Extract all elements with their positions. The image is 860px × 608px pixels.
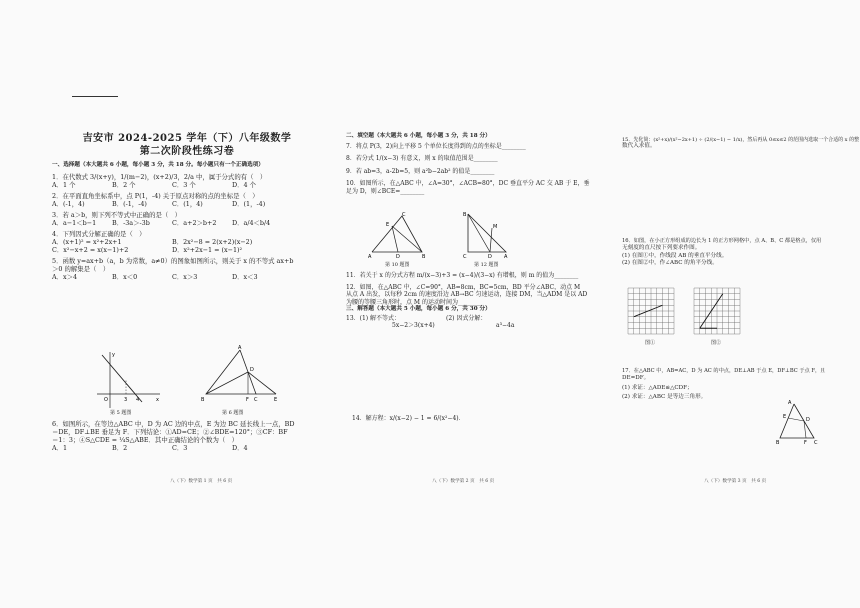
page-1 — [52, 133, 322, 281]
page-3-footer: 八（下）数学第 3 页 共 6 页 — [704, 479, 767, 484]
figure-5-caption: 第 5 题图 — [110, 410, 132, 416]
fig6-b: B — [201, 397, 205, 403]
question-13-eqs: 5x−2＞3(x+4) a³−4a — [392, 322, 515, 330]
exam-title: 吉安市 2024-2025 学年（下）八年级数学 — [82, 133, 292, 144]
page-3 — [622, 137, 860, 150]
fig6-c: C — [254, 397, 258, 403]
question-4-options-ab: A．(x+1)² = x²+2x+1 B．2x²−8 = 2(x+2)(x−2) — [52, 237, 253, 246]
question-10-cont: 足为 D，则∠BCE=________ — [346, 187, 425, 195]
fig5-tick-4: 4 — [136, 397, 140, 403]
page-1-footer: 八（下）数学第 1 页 共 6 页 — [170, 479, 233, 484]
fig6-f: F — [246, 397, 249, 403]
question-14: 14．解方程：x/(x−2) − 1 = 6/(x²−4)． — [352, 415, 465, 422]
fig17-e: E — [783, 414, 787, 420]
exam-subtitle: 第二次阶段性练习卷 — [139, 145, 235, 157]
figure-17-triangle — [776, 400, 822, 446]
question-5: 5．函数 y=ax+b（a，b 为常数，a≠0）的图象如图所示，则关于 x 的不等式 ax+b — [52, 256, 294, 265]
fig10-d: D — [396, 254, 400, 260]
question-8: 8．若分式 1/(x−3) 有意义，则 x 的取值范围是________ — [346, 155, 498, 163]
figure-6-caption: 第 6 题图 — [222, 410, 244, 416]
fig5-tick-3: 3 — [124, 397, 128, 403]
question-15-cont: 数代入求值。 — [622, 143, 656, 150]
fig17-f: F — [804, 440, 807, 446]
page-2-lower — [346, 272, 586, 330]
grid-figure-2 — [694, 288, 740, 334]
fig6-e: E — [274, 397, 278, 403]
fig10-a: A — [368, 254, 372, 260]
question-10: 10．如图所示，在△ABC 中，∠A=30°，∠ACB=80°，DC 垂直平分 AC 交 AB 于 E，垂 — [346, 180, 590, 188]
fig5-origin: O — [104, 397, 108, 403]
page-2-footer: 八（下）数学第 2 页 共 6 页 — [432, 479, 495, 484]
question-3-options: A．a−1＜b−1 B．-3a＞-3b C．a+2＞b+2 D．a/4＜b/4 — [52, 218, 271, 227]
question-12-cont1: 从点 A 出发，以每秒 2cm 的速度沿边 AB→BC 匀速运动，连接 DM，当△ADM 是以 AD — [346, 291, 588, 298]
fig5-x-label: x — [156, 397, 159, 403]
question-16-part2: (2) 在图②中，作∠ABC 的角平分线。 — [622, 260, 718, 267]
question-1: 1．在代数式 3/(x+y)，1/(m−2)，(x+2)/3，2/a 中，属于分式的有（ ） — [52, 172, 267, 181]
question-17-part2: (2) 求证：△ABC 是等边三角形。 — [622, 394, 707, 401]
fig6-d: D — [250, 367, 254, 373]
question-6: 6．如图所示，在等边△ABC 中，D 为 AC 边的中点，E 为边 BC 延长线上一点，BD — [52, 420, 295, 428]
fig10-b: B — [422, 254, 426, 260]
page-1-q6 — [52, 420, 322, 452]
fig12-b: B — [463, 212, 467, 218]
grid-figure-1 — [628, 288, 674, 334]
question-3: 3．若 a＞b，则下列不等式中正确的是（ ） — [52, 210, 182, 219]
question-5-cont: ＞0 的解集是（ ） — [52, 264, 110, 273]
question-11: 11．若关于 x 的分式方程 m/(x−3)+3 = (x−4)/(3−x) 有增根，则 m 的值为________ — [346, 272, 579, 279]
fig12-c: C — [463, 254, 467, 260]
figure-6-triangle — [200, 345, 280, 408]
section-choice: 一、选择题（本大题共 6 小题，每小题 3 分，共 18 分。每小题只有一个正确选项） — [52, 162, 264, 168]
fig17-c: C — [814, 440, 818, 446]
fig10-e: E — [386, 222, 390, 228]
question-13: 13．(1) 解不等式： (2) 因式分解： — [346, 314, 487, 322]
question-16-part1: (1) 在图①中，作线段 AB 的垂直平分线。 — [622, 253, 728, 260]
figure-5-graph — [92, 350, 162, 410]
figure-12-triangle — [462, 210, 512, 258]
fig6-a: A — [238, 345, 242, 351]
question-16-cont: 无刻度的直尺按下列要求作图。 — [622, 244, 701, 251]
question-6-cont2: ＝1：3；④S△CDE = ¼S△ABE．其中正确结论的个数为（ ） — [52, 436, 239, 444]
question-2-options: A．(-1，4) B．(-1，-4) C．(1，4) D．(1，-4) — [52, 199, 266, 208]
question-7: 7．将点 P(3，2)向上平移 5 个单位长度得到的点的坐标是________ — [346, 142, 526, 150]
question-9: 9．若 ab=3，a-2b=5，则 a²b−2ab² 的值是________ — [346, 167, 495, 175]
question-2: 2．在平面直角坐标系中，点 P(1，-4) 关于原点对称的点的坐标是（ ） — [52, 191, 259, 200]
fig10-c: C — [402, 212, 406, 218]
question-4-options-cd: C．x²−x+2 = x(x−1)+2 D．x²+2x−1 = (x−1)² — [52, 245, 243, 254]
section-answer: 三、解答题（本大题共 5 小题，每小题 6 分，共 30 分） — [346, 306, 491, 312]
fig12-d: D — [488, 254, 492, 260]
question-17-cont: DE=DF。 — [622, 374, 650, 381]
page-3-q17 — [622, 368, 837, 401]
question-6-cont1: ＝DE，DF⊥BE 垂足为 F．下列结论：①AD=CE；②∠BDE=120°；③CF：BF — [52, 428, 288, 436]
figure-12-caption: 第 12 题图 — [474, 262, 499, 268]
page-2 — [346, 133, 590, 195]
question-4: 4．下列因式分解正确的是（ ） — [52, 229, 146, 238]
question-5-options: A．x＞4 B．x＜0 C．x＞3 D．x＜3 — [52, 272, 258, 281]
fig12-m: M — [493, 224, 498, 230]
question-17-part1: (1) 求证：△ADE≌△CDF； — [622, 385, 693, 392]
grid-figure-1-caption: 图① — [645, 340, 656, 346]
top-mark — [72, 96, 118, 97]
question-17: 17．在△ABC 中，AB=AC，D 为 AC 的中点，DE⊥AB 于点 E，DF⊥BC 于点 F，且 — [622, 368, 826, 374]
fig17-a: A — [788, 400, 792, 406]
fig17-b: B — [776, 440, 780, 446]
figure-10-caption: 第 10 题图 — [385, 262, 410, 268]
figure-10-triangle — [368, 212, 428, 258]
question-16: 16．如图，在小正方形组成的边长为 1 的正方形网格中，点 A、B、C 都是格点，仅用 — [622, 238, 822, 244]
question-1-options: A．1 个 B．2 个 C．3 个 D．4 个 — [52, 180, 257, 189]
section-fill: 二、填空题（本大题共 6 小题，每小题 3 分，共 18 分） — [346, 133, 491, 139]
page-3-q16 — [622, 238, 837, 267]
question-12: 12．如图，在△ABC 中，∠C=90°，AB=8cm，BC=5cm，BD 平分∠ABC，动点 M — [346, 283, 581, 291]
grid-figure-2-caption: 图② — [711, 340, 722, 346]
fig17-d: D — [806, 417, 810, 423]
question-15: 15．先化简：(x²+x)/(x²−2x+1) ÷ (2/(x−1) − 1/x)，然后再从 0≤x≤2 的范围内选取一个合适的 x 的整 — [622, 137, 860, 143]
fig5-y-label: y — [112, 352, 115, 358]
question-6-options: A．1 B．2 C．3 D．4 — [52, 444, 248, 452]
question-12-cont2: 为腰的等腰三角形时，点 M 的运动时间为________ — [346, 298, 482, 306]
fig12-a: A — [504, 254, 508, 260]
